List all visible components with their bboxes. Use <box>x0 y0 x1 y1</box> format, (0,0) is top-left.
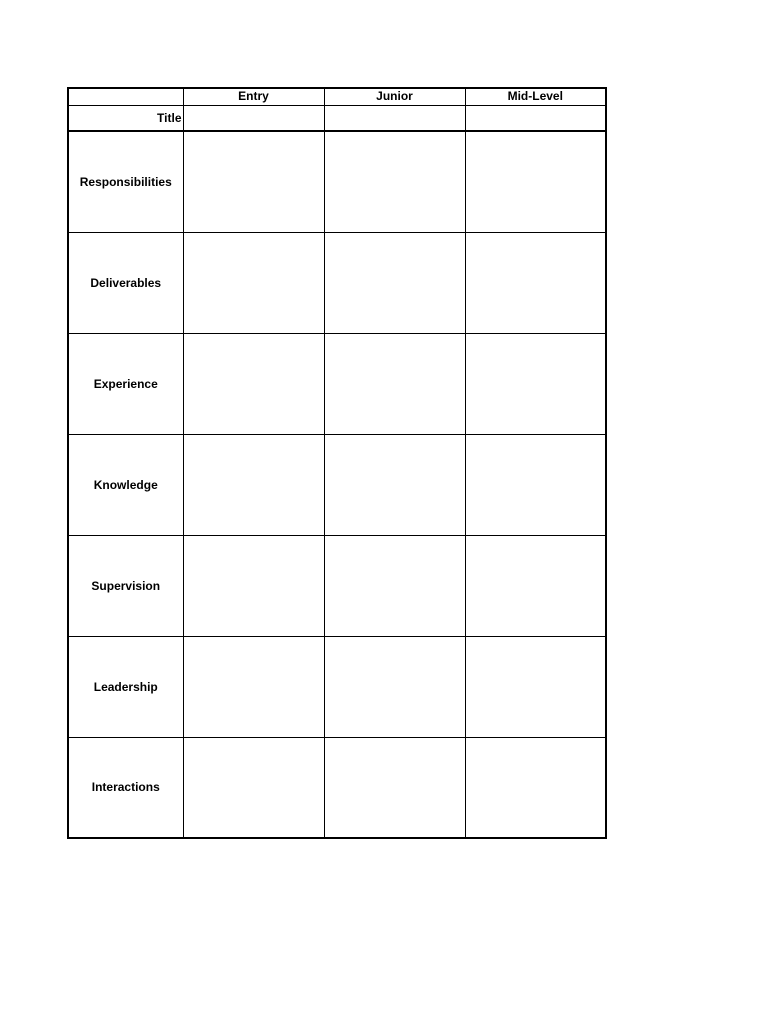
row-label-title: Title <box>68 105 183 131</box>
table-cell <box>465 232 606 333</box>
table-cell <box>465 333 606 434</box>
title-row <box>68 105 606 131</box>
table-cell <box>465 535 606 636</box>
table-cell <box>465 737 606 838</box>
table-row <box>68 535 606 636</box>
row-label-responsibilities: Responsibilities <box>68 131 183 232</box>
table-cell <box>324 333 465 434</box>
table-row <box>68 232 606 333</box>
row-label-supervision: Supervision <box>68 535 183 636</box>
table-cell <box>183 131 324 232</box>
title-cell-entry <box>183 105 324 131</box>
table-cell <box>183 232 324 333</box>
table-cell <box>183 535 324 636</box>
table-cell <box>183 636 324 737</box>
table-row <box>68 434 606 535</box>
row-label-leadership: Leadership <box>68 636 183 737</box>
table-cell <box>465 636 606 737</box>
title-cell-junior <box>324 105 465 131</box>
row-label-deliverables: Deliverables <box>68 232 183 333</box>
table-cell <box>465 131 606 232</box>
table-cell <box>183 737 324 838</box>
table-row <box>68 131 606 232</box>
table-row <box>68 636 606 737</box>
table-cell <box>324 434 465 535</box>
header-mid-level: Mid-Level <box>465 88 606 105</box>
table-cell <box>183 333 324 434</box>
header-junior: Junior <box>324 88 465 105</box>
career-level-table <box>67 87 607 839</box>
table-row <box>68 737 606 838</box>
table-row <box>68 333 606 434</box>
header-entry: Entry <box>183 88 324 105</box>
header-row <box>68 88 606 105</box>
table-cell <box>324 535 465 636</box>
row-label-knowledge: Knowledge <box>68 434 183 535</box>
table-cell <box>183 434 324 535</box>
table-cell <box>324 636 465 737</box>
table-cell <box>324 131 465 232</box>
row-label-interactions: Interactions <box>68 737 183 838</box>
table-cell <box>324 737 465 838</box>
row-label-experience: Experience <box>68 333 183 434</box>
table-cell <box>324 232 465 333</box>
header-corner-cell <box>68 88 183 105</box>
title-cell-mid-level <box>465 105 606 131</box>
table-cell <box>465 434 606 535</box>
